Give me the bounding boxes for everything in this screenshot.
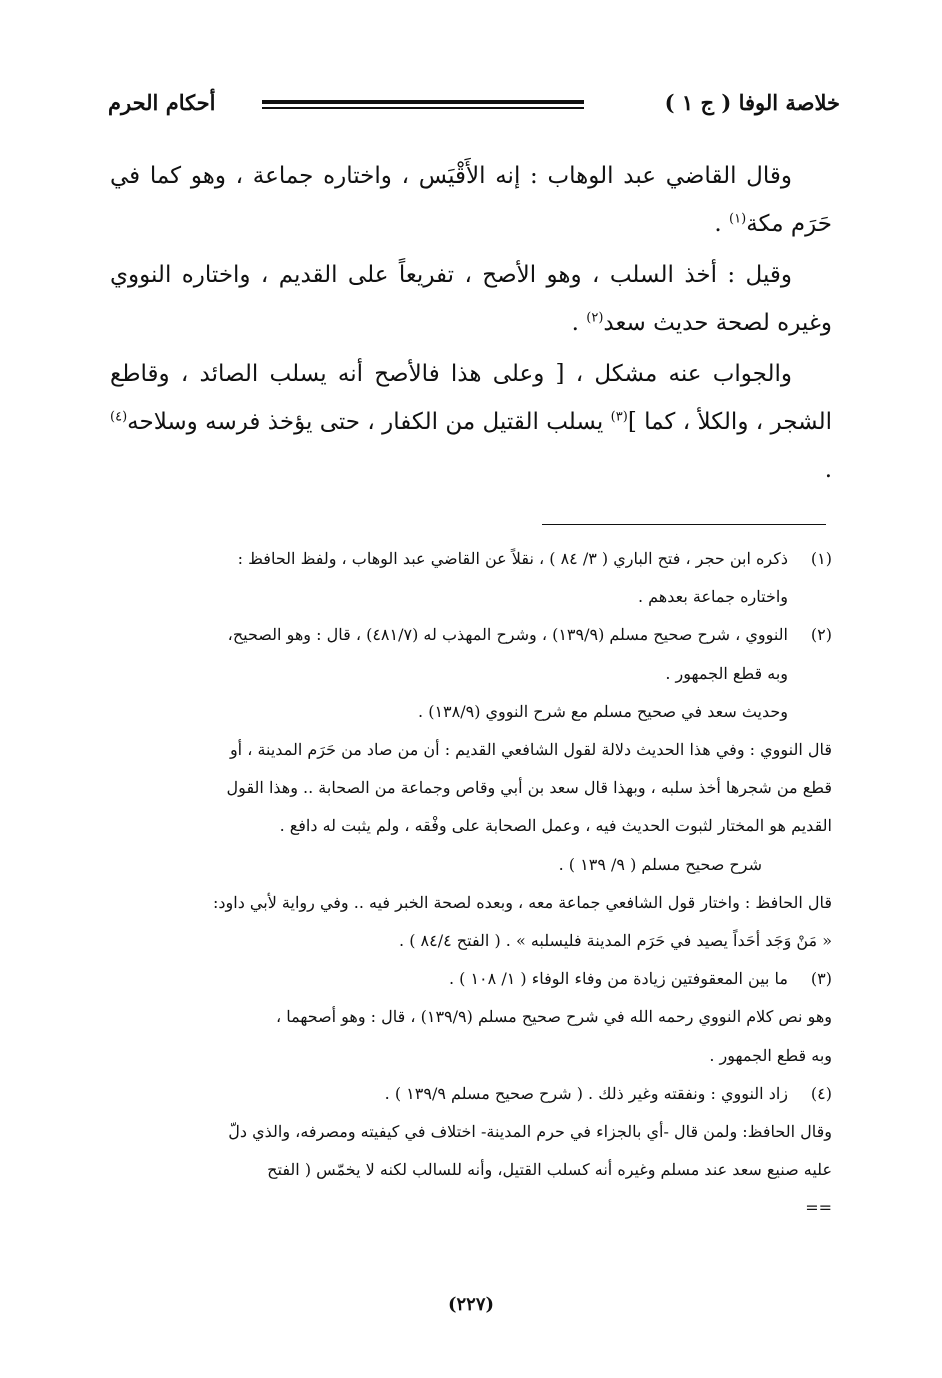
page-number: (٢٢٧) xyxy=(447,1294,495,1315)
footnote-2 xyxy=(108,616,832,654)
footnote-line: قال الحافظ : واختار قول الشافعي جماعة معه ، وبعده لصحة الخبر فيه .. وفي رواية لأبي داود: xyxy=(213,892,832,912)
footnote-number: (١) xyxy=(810,549,832,568)
paragraph-text: والجواب عنه مشكل ، [ وعلى هذا فالأصح أنه يسلب الصائد ، وقاطع الشجر ، والكلأ ، كما ] xyxy=(110,361,833,435)
header-book-title: خلاصة الوفا ( ج ١ ) xyxy=(664,90,840,115)
header-chapter-title: أحكام الحرم xyxy=(108,90,216,115)
footnote-line: ذكره ابن حجر ، فتح الباري ( ٣/ ٨٤ ) ، نقلاً عن القاضي عبد الوهاب ، ولفظ الحافظ : xyxy=(237,549,788,568)
footnote-line: وبه قطع الجمهور . xyxy=(709,1045,832,1065)
paragraph-text: وقال القاضي عبد الوهاب : إنه الأَقْيَس ، واختاره جماعة ، وهو كما في حَرَم مكة xyxy=(110,163,832,237)
footnote-4 xyxy=(108,1075,832,1113)
footnote-number: (٤) xyxy=(810,1083,832,1103)
paragraph xyxy=(110,152,832,248)
footnote-number: (٣) xyxy=(810,969,832,989)
footnote-line: شرح صحيح مسلم ( ٩/ ١٣٩ ) . xyxy=(558,854,762,874)
footnote-line: عليه صنيع سعد عند مسلم وغيره أنه كسلب القتيل، وأنه للسالب لكنه لا يخمّس ( الفتح xyxy=(267,1160,832,1180)
footnote-line: قال النووي : وفي هذا الحديث دلالة لقول الشافعي القديم : أن من صاد من حَرَم المدينة ، أو xyxy=(229,740,832,760)
footnote-ref[interactable]: (٢) xyxy=(586,310,604,326)
footnote-separator xyxy=(542,524,826,525)
footnote-line: قطع من شجرها أخذ سلبه ، وبهذا قال سعد بن أبي وقاص وجماعة من الصحابة .. وهذا القول xyxy=(226,778,832,798)
footnote-line: واختاره جماعة بعدهم . xyxy=(637,587,788,607)
header-rule xyxy=(262,100,584,104)
footnote-ref[interactable]: (٤) xyxy=(110,409,128,425)
footnote-ref[interactable]: (٣) xyxy=(610,409,628,425)
paragraph-end: . xyxy=(824,457,832,483)
footnote-ref[interactable]: (١) xyxy=(729,211,747,227)
footnote-line: زاد النووي : ونفقته وغير ذلك . ( شرح صحيح مسلم ١٣٩/٩ ) . xyxy=(384,1083,788,1103)
footnote-1 xyxy=(108,540,832,578)
footnote-line: وبه قطع الجمهور . xyxy=(665,663,788,683)
paragraph xyxy=(110,251,832,347)
paragraph-text: يسلب القتيل من الكفار ، حتى يؤخذ فرسه وسلاحه xyxy=(127,409,604,435)
header-rule-thin xyxy=(262,107,584,109)
footnote-3 xyxy=(108,960,832,998)
footnote-line: وقال الحافظ: ولمن قال -أي بالجزاء في حرم المدينة- اختلاف في كيفيته ومصرفه، والذي دلّ xyxy=(228,1122,832,1142)
paragraph-end: . xyxy=(714,211,730,237)
running-header xyxy=(108,84,840,124)
paragraph xyxy=(110,350,832,494)
continuation-mark: == xyxy=(805,1198,832,1218)
paragraph-text: وقيل : أخذ السلب ، وهو الأصح ، تفريعاً على القديم ، واختاره النووي وغيره لصحة حديث سعد xyxy=(110,262,832,336)
footnote-line: وحديث سعد في صحيح مسلم مع شرح النووي (١٣٨/٩) . xyxy=(418,701,788,721)
paragraph-end: . xyxy=(571,310,587,336)
footnote-number: (٢) xyxy=(810,625,832,645)
footnotes xyxy=(108,540,832,1219)
main-text xyxy=(110,152,832,497)
footnote-line: النووي ، شرح صحيح مسلم (١٣٩/٩) ، وشرح المهذب له (٤٨١/٧) ، قال : وهو الصحيح، xyxy=(227,625,788,645)
footnote-line: القديم هو المختار لثبوت الحديث فيه ، وعمل الصحابة على وفْقه ، ولم يثبت له دافع . xyxy=(279,816,832,836)
footnote-line: وهو نص كلام النووي رحمه الله في شرح صحيح مسلم (١٣٩/٩) ، قال : وهو أصحهما ، xyxy=(275,1007,832,1027)
footnote-line: ما بين المعقوفتين زيادة من وفاء الوفاء ( ١/ ١٠٨ ) . xyxy=(448,969,788,989)
footnote-line: « مَنْ وَجَد أحَداً يصيد في حَرَم المدينة فليسلبه » . ( الفتح ٨٤/٤ ) . xyxy=(399,931,832,951)
